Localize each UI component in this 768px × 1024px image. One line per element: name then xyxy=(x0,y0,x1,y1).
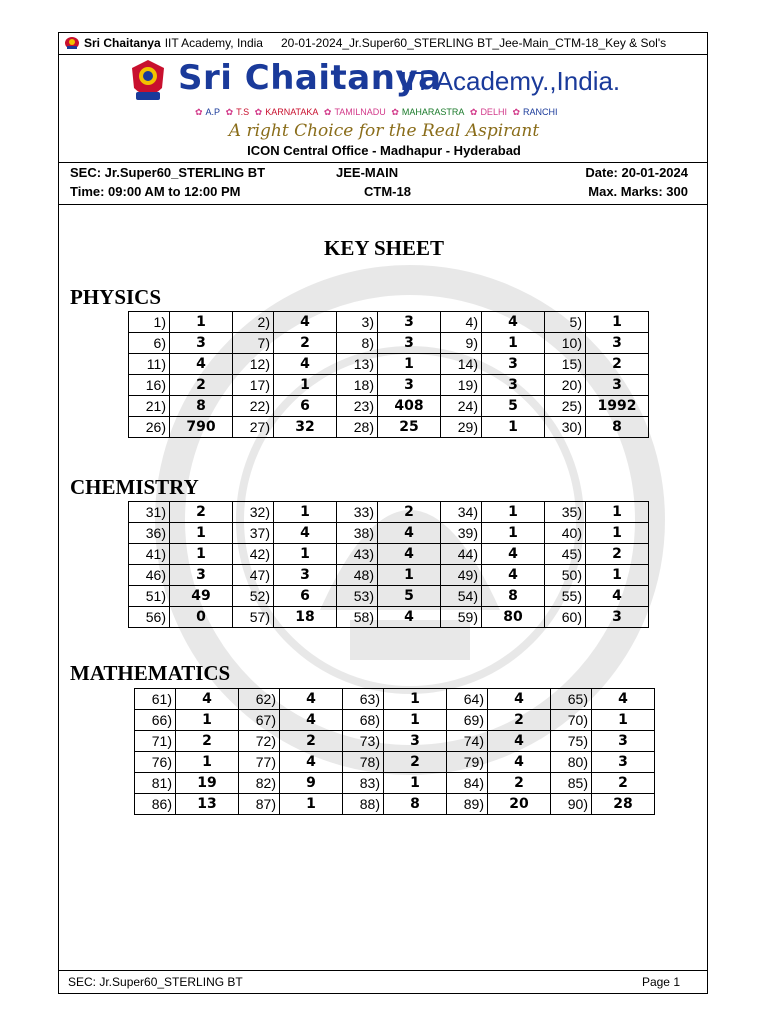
question-number: 32) xyxy=(233,502,274,523)
branch-states xyxy=(195,107,561,118)
table-row xyxy=(135,752,655,773)
question-number: 38) xyxy=(337,523,378,544)
answer-value: 8 xyxy=(170,396,233,417)
office-address: ICON Central Office - Madhapur - Hyderabad xyxy=(247,143,521,158)
answer-value: 4 xyxy=(378,607,441,628)
answer-value: 1 xyxy=(170,312,233,333)
answer-value: 3 xyxy=(378,375,441,396)
answer-value: 3 xyxy=(378,312,441,333)
flower-bullet-icon: ✿ xyxy=(391,107,399,117)
table-row xyxy=(129,396,649,417)
answer-value: 790 xyxy=(170,417,233,438)
question-number: 57) xyxy=(233,607,274,628)
question-number: 50) xyxy=(545,565,586,586)
question-number: 22) xyxy=(233,396,274,417)
answer-value: 5 xyxy=(378,586,441,607)
question-number: 19) xyxy=(441,375,482,396)
question-number: 36) xyxy=(129,523,170,544)
answer-value: 2 xyxy=(592,773,655,794)
question-number: 66) xyxy=(135,710,176,731)
question-number: 27) xyxy=(233,417,274,438)
brand-title: Sri Chaitanya xyxy=(178,58,442,98)
question-number: 37) xyxy=(233,523,274,544)
answer-value: 3 xyxy=(482,354,545,375)
question-number: 53) xyxy=(337,586,378,607)
max-marks: Max. Marks: 300 xyxy=(588,184,688,199)
question-number: 60) xyxy=(545,607,586,628)
answer-value: 32 xyxy=(274,417,337,438)
table-row xyxy=(135,773,655,794)
answer-value: 6 xyxy=(274,586,337,607)
question-number: 10) xyxy=(545,333,586,354)
question-number: 4) xyxy=(441,312,482,333)
answer-value: 1 xyxy=(274,375,337,396)
answer-value: 5 xyxy=(482,396,545,417)
answer-value: 2 xyxy=(170,375,233,396)
answer-value: 1 xyxy=(274,544,337,565)
question-number: 6) xyxy=(129,333,170,354)
answer-value: 2 xyxy=(586,354,649,375)
running-header-institute: IIT Academy, India xyxy=(164,36,263,50)
question-number: 23) xyxy=(337,396,378,417)
answer-value: 25 xyxy=(378,417,441,438)
question-number: 11) xyxy=(129,354,170,375)
answer-value: 8 xyxy=(482,586,545,607)
question-number: 41) xyxy=(129,544,170,565)
question-number: 78) xyxy=(343,752,384,773)
question-number: 47) xyxy=(233,565,274,586)
question-number: 48) xyxy=(337,565,378,586)
answer-value: 4 xyxy=(488,731,551,752)
exam-time: Time: 09:00 AM to 12:00 PM xyxy=(70,184,241,199)
tagline: A right Choice for the Real Aspirant xyxy=(228,121,540,141)
answer-value: 3 xyxy=(586,607,649,628)
table-row xyxy=(129,523,649,544)
question-number: 84) xyxy=(447,773,488,794)
answer-value: 2 xyxy=(274,333,337,354)
table-row xyxy=(135,731,655,752)
answer-value: 3 xyxy=(384,731,447,752)
question-number: 90) xyxy=(551,794,592,815)
question-number: 16) xyxy=(129,375,170,396)
answer-value: 3 xyxy=(586,333,649,354)
answer-value: 4 xyxy=(274,354,337,375)
answer-value: 1 xyxy=(482,333,545,354)
question-number: 7) xyxy=(233,333,274,354)
answer-value: 408 xyxy=(378,396,441,417)
question-number: 55) xyxy=(545,586,586,607)
meta-top-rule xyxy=(58,162,708,163)
test-code: CTM-18 xyxy=(364,184,411,199)
question-number: 39) xyxy=(441,523,482,544)
question-number: 14) xyxy=(441,354,482,375)
answer-value: 49 xyxy=(170,586,233,607)
question-number: 61) xyxy=(135,689,176,710)
question-number: 44) xyxy=(441,544,482,565)
answer-value: 4 xyxy=(170,354,233,375)
question-number: 86) xyxy=(135,794,176,815)
question-number: 70) xyxy=(551,710,592,731)
table-row xyxy=(129,417,649,438)
flower-bullet-icon: ✿ xyxy=(195,107,203,117)
answer-value: 4 xyxy=(488,689,551,710)
question-number: 25) xyxy=(545,396,586,417)
question-number: 12) xyxy=(233,354,274,375)
state-delhi: DELHI xyxy=(480,107,507,117)
answer-value: 18 xyxy=(274,607,337,628)
question-number: 35) xyxy=(545,502,586,523)
answer-value: 2 xyxy=(280,731,343,752)
header-rule xyxy=(58,54,708,55)
answer-value: 1 xyxy=(176,710,239,731)
question-number: 64) xyxy=(447,689,488,710)
answer-value: 1 xyxy=(586,523,649,544)
question-number: 13) xyxy=(337,354,378,375)
answer-value: 2 xyxy=(586,544,649,565)
section-title-chemistry: CHEMISTRY xyxy=(70,475,199,499)
answer-value: 4 xyxy=(482,544,545,565)
exam-date: Date: 20-01-2024 xyxy=(585,165,688,180)
answer-value: 1 xyxy=(280,794,343,815)
answer-value: 1 xyxy=(170,544,233,565)
table-row xyxy=(135,794,655,815)
state-tamilnadu: TAMILNADU xyxy=(334,107,386,117)
question-number: 34) xyxy=(441,502,482,523)
question-number: 62) xyxy=(239,689,280,710)
question-number: 17) xyxy=(233,375,274,396)
question-number: 18) xyxy=(337,375,378,396)
question-number: 51) xyxy=(129,586,170,607)
question-number: 89) xyxy=(447,794,488,815)
answer-value: 4 xyxy=(488,752,551,773)
answer-value: 1 xyxy=(170,523,233,544)
question-number: 45) xyxy=(545,544,586,565)
question-number: 82) xyxy=(239,773,280,794)
answer-value: 8 xyxy=(586,417,649,438)
answer-value: 1 xyxy=(378,565,441,586)
answer-value: 1 xyxy=(592,710,655,731)
table-row xyxy=(129,607,649,628)
section-code: SEC: Jr.Super60_STERLING BT xyxy=(70,165,266,180)
answer-table-chemistry xyxy=(128,501,649,628)
running-header-document: 20-01-2024_Jr.Super60_STERLING BT_Jee-Main_CTM-18_Key & Sol's xyxy=(280,36,667,50)
answer-value: 3 xyxy=(170,565,233,586)
question-number: 31) xyxy=(129,502,170,523)
question-number: 15) xyxy=(545,354,586,375)
answer-value: 4 xyxy=(592,689,655,710)
question-number: 28) xyxy=(337,417,378,438)
question-number: 21) xyxy=(129,396,170,417)
question-number: 26) xyxy=(129,417,170,438)
table-row xyxy=(135,710,655,731)
question-number: 83) xyxy=(343,773,384,794)
running-header-brand: Sri Chaitanya xyxy=(84,36,161,50)
institute-logo-icon xyxy=(128,58,168,104)
section-title-physics: PHYSICS xyxy=(70,285,162,309)
answer-value: 4 xyxy=(274,523,337,544)
question-number: 77) xyxy=(239,752,280,773)
question-number: 33) xyxy=(337,502,378,523)
answer-value: 1 xyxy=(482,523,545,544)
question-number: 46) xyxy=(129,565,170,586)
question-number: 67) xyxy=(239,710,280,731)
question-number: 88) xyxy=(343,794,384,815)
answer-value: 2 xyxy=(384,752,447,773)
footer-rule xyxy=(58,970,708,971)
answer-value: 1 xyxy=(482,417,545,438)
question-number: 74) xyxy=(447,731,488,752)
question-number: 72) xyxy=(239,731,280,752)
flower-bullet-icon: ✿ xyxy=(469,107,478,117)
answer-value: 4 xyxy=(482,565,545,586)
running-header xyxy=(64,36,704,50)
question-number: 87) xyxy=(239,794,280,815)
table-row xyxy=(129,312,649,333)
question-number: 9) xyxy=(441,333,482,354)
question-number: 63) xyxy=(343,689,384,710)
table-row xyxy=(129,333,649,354)
answer-value: 1 xyxy=(384,710,447,731)
question-number: 65) xyxy=(551,689,592,710)
question-number: 85) xyxy=(551,773,592,794)
answer-value: 3 xyxy=(378,333,441,354)
answer-value: 2 xyxy=(488,773,551,794)
answer-value: 1 xyxy=(384,773,447,794)
answer-value: 8 xyxy=(384,794,447,815)
state-karnataka: KARNATAKA xyxy=(265,107,319,117)
answer-value: 1 xyxy=(378,354,441,375)
state-ts: T.S xyxy=(236,107,250,117)
answer-value: 19 xyxy=(176,773,239,794)
answer-value: 1 xyxy=(586,312,649,333)
question-number: 80) xyxy=(551,752,592,773)
question-number: 43) xyxy=(337,544,378,565)
question-number: 24) xyxy=(441,396,482,417)
answer-value: 4 xyxy=(586,586,649,607)
brand-subtitle: IIT Academy.,India. xyxy=(400,66,621,96)
table-row xyxy=(135,689,655,710)
answer-value: 1 xyxy=(586,565,649,586)
table-row xyxy=(129,586,649,607)
answer-value: 2 xyxy=(170,502,233,523)
question-number: 68) xyxy=(343,710,384,731)
answer-value: 1 xyxy=(586,502,649,523)
question-number: 2) xyxy=(233,312,274,333)
page-title: KEY SHEET xyxy=(323,236,444,260)
question-number: 75) xyxy=(551,731,592,752)
table-row xyxy=(129,502,649,523)
table-row xyxy=(129,375,649,396)
answer-value: 3 xyxy=(586,375,649,396)
table-row xyxy=(129,354,649,375)
answer-value: 4 xyxy=(280,752,343,773)
state-maharastra: MAHARASTRA xyxy=(401,107,465,117)
footer-section-code: SEC: Jr.Super60_STERLING BT xyxy=(68,975,243,989)
answer-value: 6 xyxy=(274,396,337,417)
answer-value: 13 xyxy=(176,794,239,815)
answer-value: 2 xyxy=(378,502,441,523)
answer-value: 4 xyxy=(482,312,545,333)
answer-value: 9 xyxy=(280,773,343,794)
answer-value: 3 xyxy=(592,731,655,752)
question-number: 71) xyxy=(135,731,176,752)
answer-value: 28 xyxy=(592,794,655,815)
question-number: 79) xyxy=(447,752,488,773)
answer-value: 4 xyxy=(280,689,343,710)
meta-bottom-rule xyxy=(58,204,708,205)
question-number: 52) xyxy=(233,586,274,607)
answer-value: 4 xyxy=(378,523,441,544)
answer-value: 4 xyxy=(280,710,343,731)
flower-bullet-icon: ✿ xyxy=(512,107,521,117)
question-number: 20) xyxy=(545,375,586,396)
answer-value: 0 xyxy=(170,607,233,628)
answer-value: 1 xyxy=(384,689,447,710)
question-number: 54) xyxy=(441,586,482,607)
question-number: 5) xyxy=(545,312,586,333)
question-number: 59) xyxy=(441,607,482,628)
question-number: 40) xyxy=(545,523,586,544)
question-number: 42) xyxy=(233,544,274,565)
state-ranchi: RANCHI xyxy=(523,107,558,117)
page-number: Page 1 xyxy=(641,975,680,989)
table-row xyxy=(129,565,649,586)
question-number: 69) xyxy=(447,710,488,731)
answer-value: 1 xyxy=(176,752,239,773)
answer-value: 1 xyxy=(482,502,545,523)
answer-value: 1992 xyxy=(586,396,649,417)
exam-name: JEE-MAIN xyxy=(336,165,399,180)
section-title-mathematics: MATHEMATICS xyxy=(70,661,231,685)
answer-value: 2 xyxy=(488,710,551,731)
question-number: 49) xyxy=(441,565,482,586)
question-number: 1) xyxy=(129,312,170,333)
answer-value: 80 xyxy=(482,607,545,628)
answer-value: 20 xyxy=(488,794,551,815)
question-number: 58) xyxy=(337,607,378,628)
question-number: 8) xyxy=(337,333,378,354)
answer-table-mathematics xyxy=(134,688,655,815)
answer-value: 3 xyxy=(274,565,337,586)
flower-bullet-icon: ✿ xyxy=(323,107,332,117)
institute-logo-small-icon xyxy=(64,36,80,50)
question-number: 30) xyxy=(545,417,586,438)
question-number: 3) xyxy=(337,312,378,333)
answer-value: 1 xyxy=(274,502,337,523)
question-number: 76) xyxy=(135,752,176,773)
answer-value: 3 xyxy=(592,752,655,773)
answer-value: 3 xyxy=(482,375,545,396)
answer-value: 4 xyxy=(378,544,441,565)
flower-bullet-icon: ✿ xyxy=(254,107,263,117)
state-ap: A.P xyxy=(205,107,221,117)
answer-value: 2 xyxy=(176,731,239,752)
question-number: 56) xyxy=(129,607,170,628)
answer-value: 4 xyxy=(274,312,337,333)
answer-value: 4 xyxy=(176,689,239,710)
question-number: 73) xyxy=(343,731,384,752)
question-number: 81) xyxy=(135,773,176,794)
question-number: 29) xyxy=(441,417,482,438)
answer-table-physics xyxy=(128,311,649,438)
answer-value: 3 xyxy=(170,333,233,354)
flower-bullet-icon: ✿ xyxy=(225,107,234,117)
table-row xyxy=(129,544,649,565)
